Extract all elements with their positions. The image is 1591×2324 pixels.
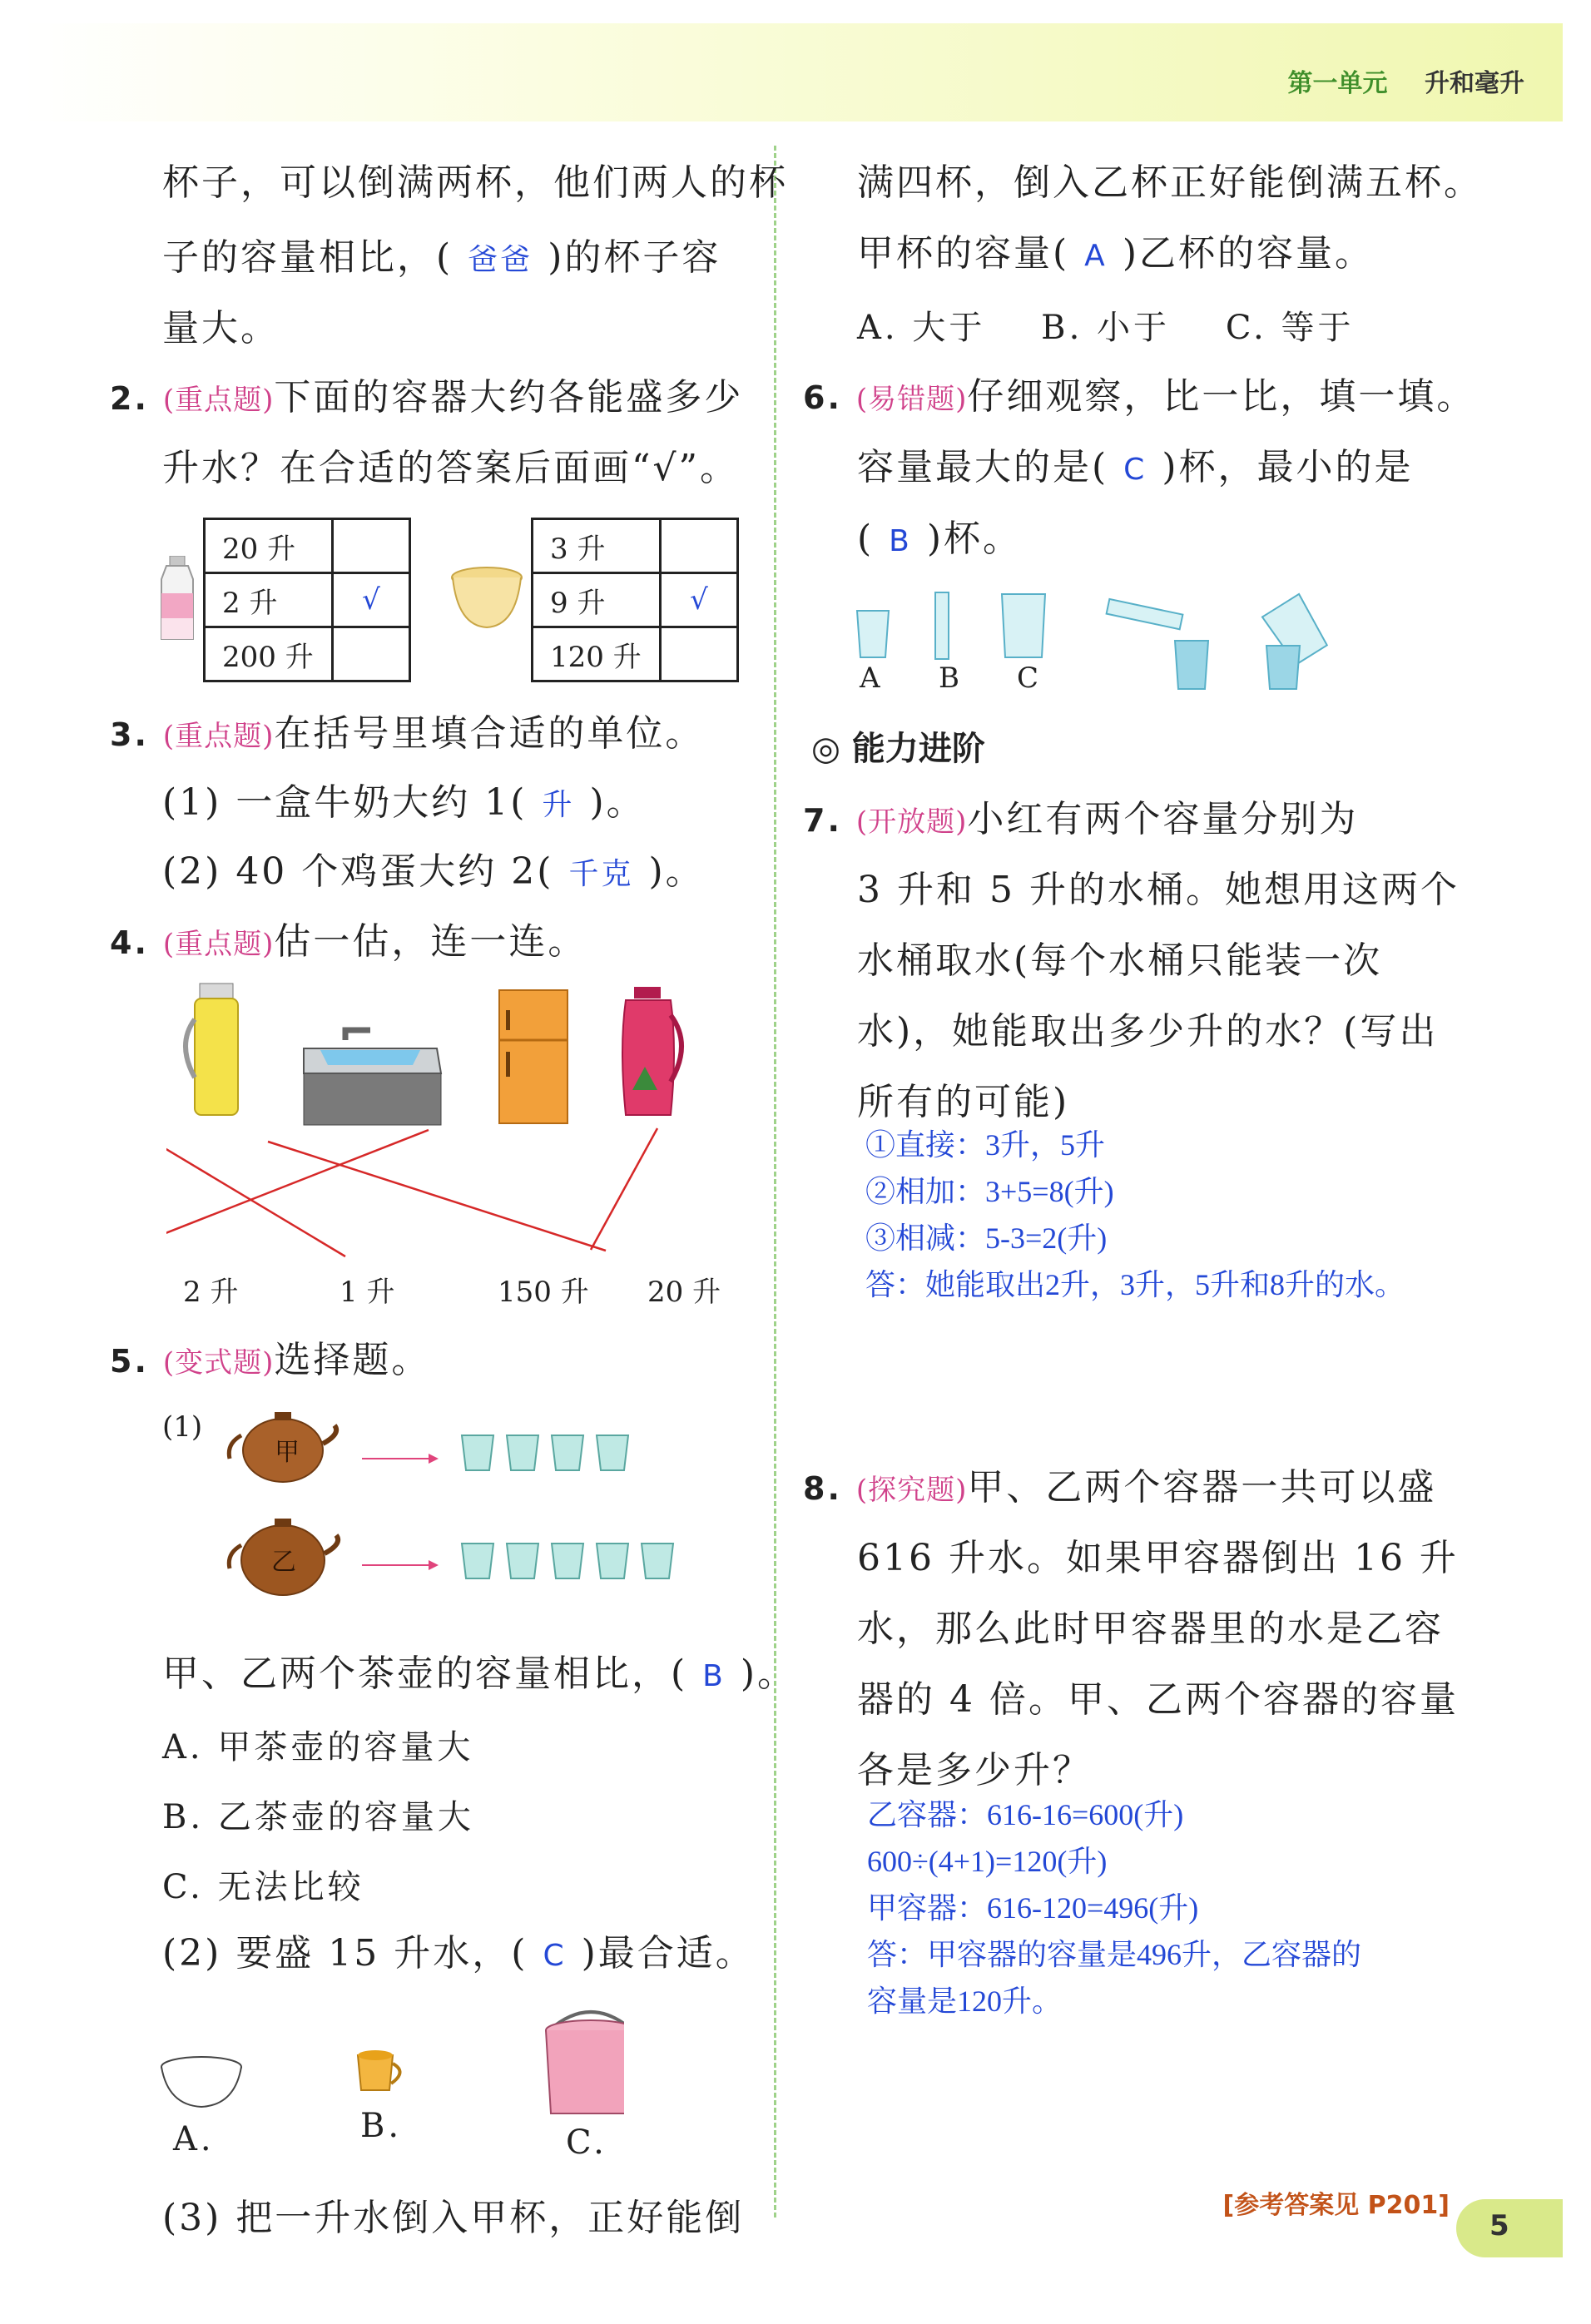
answer: C: [1123, 453, 1147, 487]
check-cell: [333, 627, 410, 681]
small-cup-icon: [358, 2050, 400, 2090]
match-line: [166, 1130, 429, 1250]
kettle-icon: [622, 987, 682, 1115]
matching-figure: [166, 982, 732, 1265]
option-label-a: A.: [173, 2120, 215, 2158]
sink-icon: [304, 1030, 441, 1125]
q5-option-b: B. 乙茶壶的容量大: [162, 1798, 474, 1836]
q8-answer-4: 答：甲容器的容量是496升，乙容器的: [867, 1938, 1362, 1971]
q5-part1-question: 甲、乙两个茶壶的容量相比，( B )。: [162, 1653, 797, 1695]
q8-line2: 616 升水。如果甲容器倒出 16 升: [857, 1537, 1459, 1579]
match-label: 2 升: [183, 1276, 239, 1309]
cup-c: [1002, 594, 1045, 657]
teapot-icon: [229, 1519, 338, 1595]
q5-option-c: C. 无法比较: [162, 1868, 364, 1906]
q4-line1: 4. (重点题)估一估，连一连。: [110, 920, 587, 963]
bottle-icon: [156, 556, 198, 643]
q5-option-a: A. 甲茶壶的容量大: [162, 1728, 474, 1767]
q6-line3: ( B )杯。: [857, 518, 1023, 560]
q1-cont-line2: 子的容量相比，( 爸爸 )的杯子容: [162, 236, 721, 279]
q2-tag: (重点题): [162, 384, 275, 417]
match-line: [591, 1128, 657, 1250]
q7-line3: 水桶取水(每个水桶只能装一次: [857, 939, 1383, 982]
match-line: [166, 1133, 345, 1256]
cup-label: C: [1017, 662, 1039, 695]
column-divider: [774, 146, 776, 2217]
q8-line4: 器的 4 倍。甲、乙两个容器的容量: [857, 1678, 1459, 1721]
q5-part2: (2) 要盛 15 升水，( C )最合适。: [162, 1932, 755, 1975]
cup-a: [857, 611, 889, 657]
svg-text:乙: 乙: [271, 1548, 296, 1577]
q8-answer-1: 乙容器：616-16=600(升): [867, 1798, 1184, 1831]
q7-answer-1: ①直接：3升，5升: [865, 1128, 1106, 1162]
page-number: 5: [1489, 2209, 1509, 2242]
option-label-b: B.: [360, 2107, 403, 2145]
option-label-c: C.: [566, 2123, 607, 2162]
answer: 爸爸: [468, 243, 533, 277]
q5-cont-line2: 甲杯的容量( A )乙杯的容量。: [857, 232, 1374, 275]
tilted-tube: [1107, 599, 1183, 629]
match-label: 150 升: [498, 1276, 589, 1309]
answer-reference: [参考答案见 P201]: [1222, 2191, 1450, 2220]
svg-text:甲: 甲: [275, 1438, 300, 1467]
q5-part1-label: (1): [162, 1410, 203, 1444]
q5-part3: (3) 把一升水倒入甲杯，正好能倒: [162, 2197, 745, 2239]
check-cell: [661, 519, 738, 573]
basin-icon: [449, 566, 524, 632]
q7-answer-3: ③相减：5-3=2(升): [865, 1221, 1108, 1255]
cup-b: [935, 592, 949, 659]
q3-line1: 3. (重点题)在括号里填合适的单位。: [110, 712, 705, 755]
header: [1288, 62, 1524, 99]
q7-line4: 水)，她能取出多少升的水？(写出: [857, 1010, 1439, 1053]
check-cell: √: [333, 573, 410, 627]
chapter-title: 升和毫升: [1425, 69, 1524, 98]
q5-cont-line1: 满四杯，倒入乙杯正好能倒满五杯。: [857, 161, 1483, 204]
q2-line1: 2. (重点题)下面的容器大约各能盛多少: [110, 376, 744, 419]
cup-label: A: [860, 662, 880, 695]
q8-line3: 水，那么此时甲容器里的水是乙容: [857, 1608, 1444, 1650]
q7-answer-2: ②相加：3+5=8(升): [865, 1175, 1114, 1208]
bowl-icon: [161, 2057, 241, 2107]
volume-table-2: 3 升 9 升 √ 120 升: [531, 518, 739, 682]
cup-label: B: [939, 662, 959, 695]
cups-row-b: [462, 1544, 673, 1578]
cups-figure: [849, 582, 1381, 699]
volume-table-1: 20 升 2 升 √ 200 升: [203, 518, 411, 682]
q5-cont-options: A. 大于 B. 小于 C. 等于: [857, 309, 1355, 347]
q7-line5: 所有的可能): [857, 1081, 1070, 1123]
q8-line1: 8. (探究题)甲、乙两个容器一共可以盛: [803, 1466, 1437, 1509]
q6-line1: 6. (易错题)仔细观察，比一比，填一填。: [803, 375, 1476, 418]
q3-item2: (2) 40 个鸡蛋大约 2( 千克 )。: [162, 850, 705, 893]
cups-row-a: [462, 1435, 628, 1470]
answer: 升: [542, 788, 575, 822]
q7-line2: 3 升和 5 升的水桶。她想用这两个: [857, 869, 1460, 911]
answer: B: [702, 1659, 726, 1693]
answer: C: [543, 1939, 567, 1973]
section-marker: ◎: [811, 730, 840, 768]
teapot-figure: [225, 1402, 691, 1618]
unit-label: 第一单元: [1287, 69, 1388, 98]
q1-cont-line3: 量大。: [162, 307, 280, 349]
answer: A: [1084, 239, 1108, 273]
q8-answer-5: 容量是120升。: [867, 1985, 1063, 2018]
q8-answer-2: 600÷(4+1)=120(升): [867, 1845, 1108, 1878]
q2-line2: 升水？在合适的答案后面画“√”。: [162, 447, 740, 489]
refrigerator-icon: [499, 990, 568, 1123]
q7-line1: 7. (开放题)小红有两个容量分别为: [803, 798, 1359, 840]
thermos-icon: [186, 984, 238, 1115]
check-cell: [333, 519, 410, 573]
match-label: 20 升: [647, 1276, 721, 1309]
teapot-icon: [229, 1412, 336, 1482]
q5-line1: 5. (变式题)选择题。: [110, 1339, 431, 1381]
container-options-figure: [158, 1997, 624, 2122]
page-tab: [1456, 2199, 1563, 2257]
q8-answer-3: 甲容器：616-120=496(升): [867, 1891, 1199, 1925]
q6-line2: 容量最大的是( C )杯，最小的是: [857, 446, 1414, 488]
q1-cont-line1: 杯子，可以倒满两杯，他们两人的杯: [162, 161, 788, 204]
answer: 千克: [568, 857, 634, 891]
check-cell: √: [661, 573, 738, 627]
answer: B: [889, 524, 912, 558]
bucket-icon: [546, 2012, 624, 2113]
q7-answer-4: 答：她能取出2升，3升，5升和8升的水。: [865, 1268, 1405, 1301]
check-cell: [661, 627, 738, 681]
section-header: ◎ 能力进阶: [811, 730, 985, 768]
match-label: 1 升: [340, 1276, 395, 1309]
q8-line5: 各是多少升？: [857, 1749, 1092, 1791]
match-line: [268, 1142, 606, 1251]
q3-item1: (1) 一盒牛奶大约 1( 升 )。: [162, 781, 646, 824]
